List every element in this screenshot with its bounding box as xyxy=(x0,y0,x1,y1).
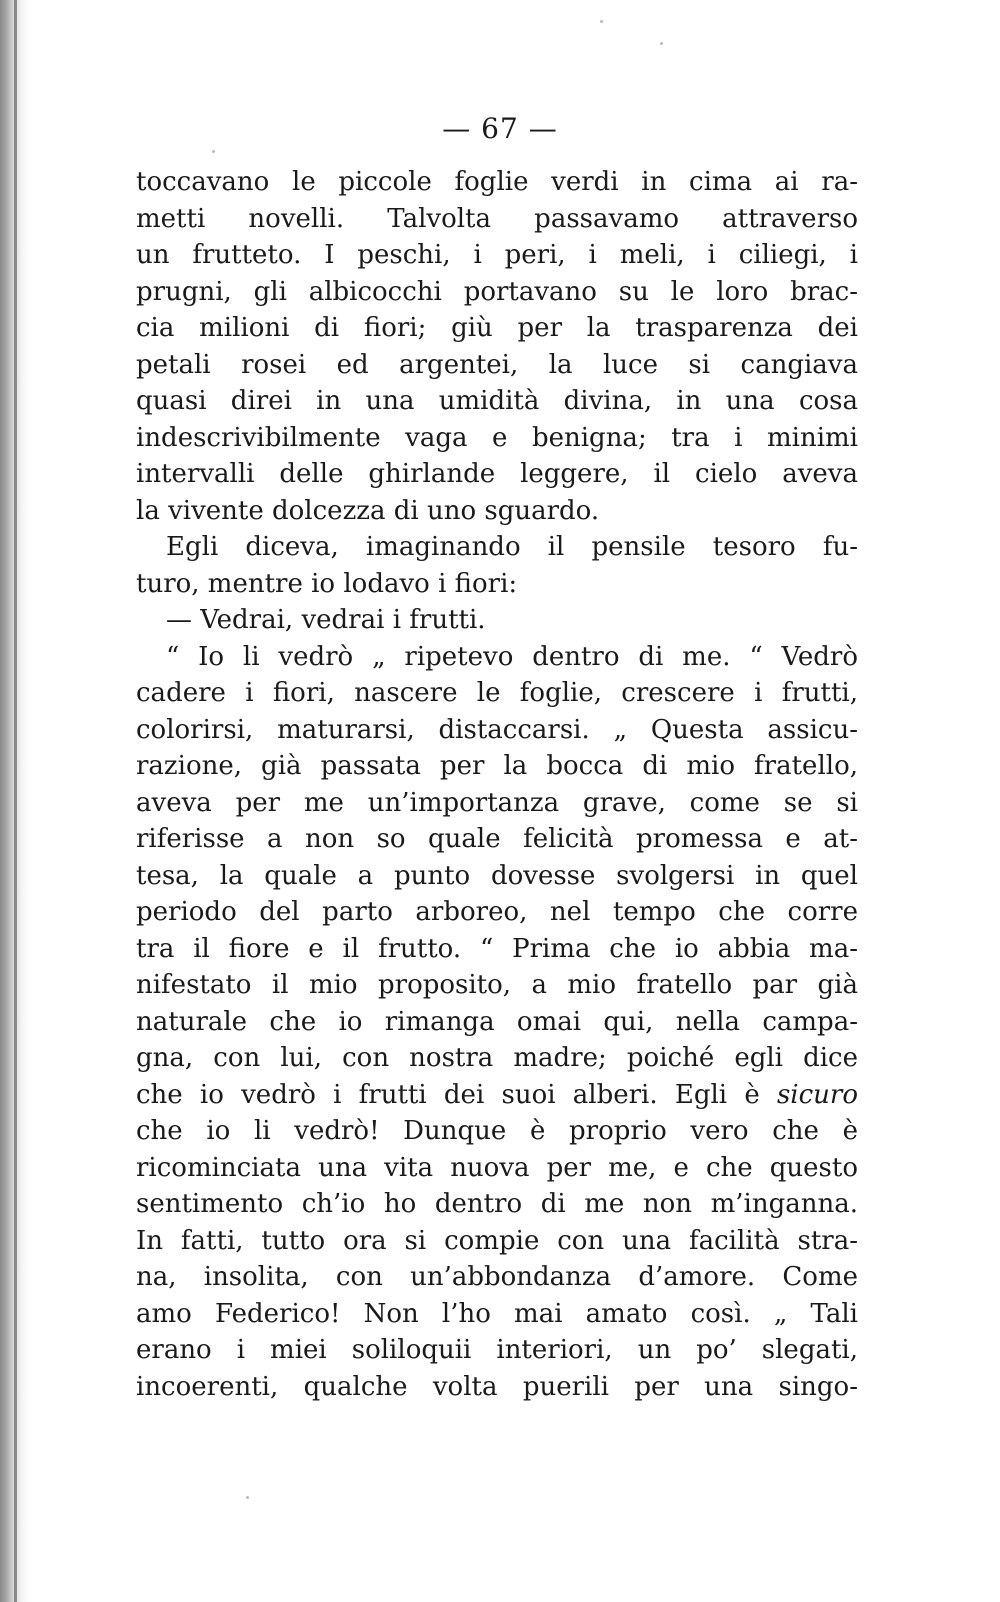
text-line: colorirsi, maturarsi, distaccarsi. „ Questa assicu- xyxy=(136,714,858,745)
page-binding-shadow xyxy=(14,0,17,1602)
text-line-with-italic xyxy=(136,1077,858,1114)
text-line: tra il fiore e il frutto. “ Prima che io abbia ma- xyxy=(136,933,858,964)
text-line-part: che io vedrò i frutti dei suoi alberi. Egli è xyxy=(136,1079,760,1110)
text-line: turo, mentre io lodavo i fiori: xyxy=(136,568,518,599)
text-line: — Vedrai, vedrai i frutti. xyxy=(166,605,486,635)
text-line: un frutteto. I peschi, i peri, i meli, i ciliegi, i xyxy=(136,240,858,270)
print-speck xyxy=(246,1496,249,1499)
text-line: metti novelli. Talvolta passavamo attraverso xyxy=(136,203,858,234)
text-line: gna, con lui, con nostra madre; poiché egli dice xyxy=(136,1043,858,1073)
text-line: toccavano le piccole foglie verdi in cima ai ra- xyxy=(136,167,858,197)
text-line: petali rosei ed argentei, la luce si cangiava xyxy=(136,349,858,380)
text-line: naturale che io rimanga omai qui, nella campa- xyxy=(136,1006,858,1037)
text-line: na, insolita, con un’abbondanza d’amore. Come xyxy=(136,1262,858,1292)
text-line: quasi direi in una umidità divina, in una cosa xyxy=(136,386,858,416)
page-number: — 67 — xyxy=(442,112,558,145)
text-line: erano i miei soliloquii interiori, un po’ slegati, xyxy=(136,1335,858,1365)
print-speck xyxy=(660,42,663,45)
text-line: In fatti, tutto ora si compie con una facilità stra- xyxy=(136,1225,858,1256)
text-line: “ Io li vedrò „ ripetevo dentro di me. “ Vedrò xyxy=(166,641,858,672)
text-line: amo Federico! Non l’ho mai amato così. „ Tali xyxy=(136,1298,858,1329)
text-line: ricominciata una vita nuova per me, e che questo xyxy=(136,1152,858,1183)
text-line: nifestato il mio proposito, a mio fratello par già xyxy=(136,970,858,1000)
text-line: riferisse a non so quale felicità promessa e at- xyxy=(136,824,858,854)
text-line: cadere i fiori, nascere le foglie, crescere i frutti, xyxy=(136,678,858,708)
text-line: intervalli delle ghirlande leggere, il cielo aveva xyxy=(136,459,858,489)
text-line: Egli diceva, imaginando il pensile tesoro fu- xyxy=(166,532,858,562)
text-line: incoerenti, qualche volta puerili per una singo- xyxy=(136,1371,858,1402)
text-line: aveva per me un’importanza grave, come se si xyxy=(136,787,858,818)
body-text xyxy=(136,164,858,1405)
print-speck xyxy=(600,20,603,23)
text-line: razione, già passata per la bocca di mio fratello, xyxy=(136,751,858,781)
text-line: la vivente dolcezza di uno sguardo. xyxy=(136,495,600,526)
text-line: cia milioni di fiori; giù per la trasparenza dei xyxy=(136,313,858,343)
text-line: prugni, gli albicocchi portavano su le loro brac- xyxy=(136,276,858,307)
text-line: indescrivibilmente vaga e benigna; tra i minimi xyxy=(136,422,858,453)
text-line: che io li vedrò! Dunque è proprio vero che è xyxy=(136,1116,858,1146)
text-line: periodo del parto arboreo, nel tempo che corre xyxy=(136,897,858,927)
text-line: tesa, la quale a punto dovesse svolgersi in quel xyxy=(136,860,858,891)
italic-word: sicuro xyxy=(776,1079,858,1110)
print-speck xyxy=(212,150,215,153)
text-line: sentimento ch’io ho dentro di me non m’inganna. xyxy=(136,1189,858,1219)
